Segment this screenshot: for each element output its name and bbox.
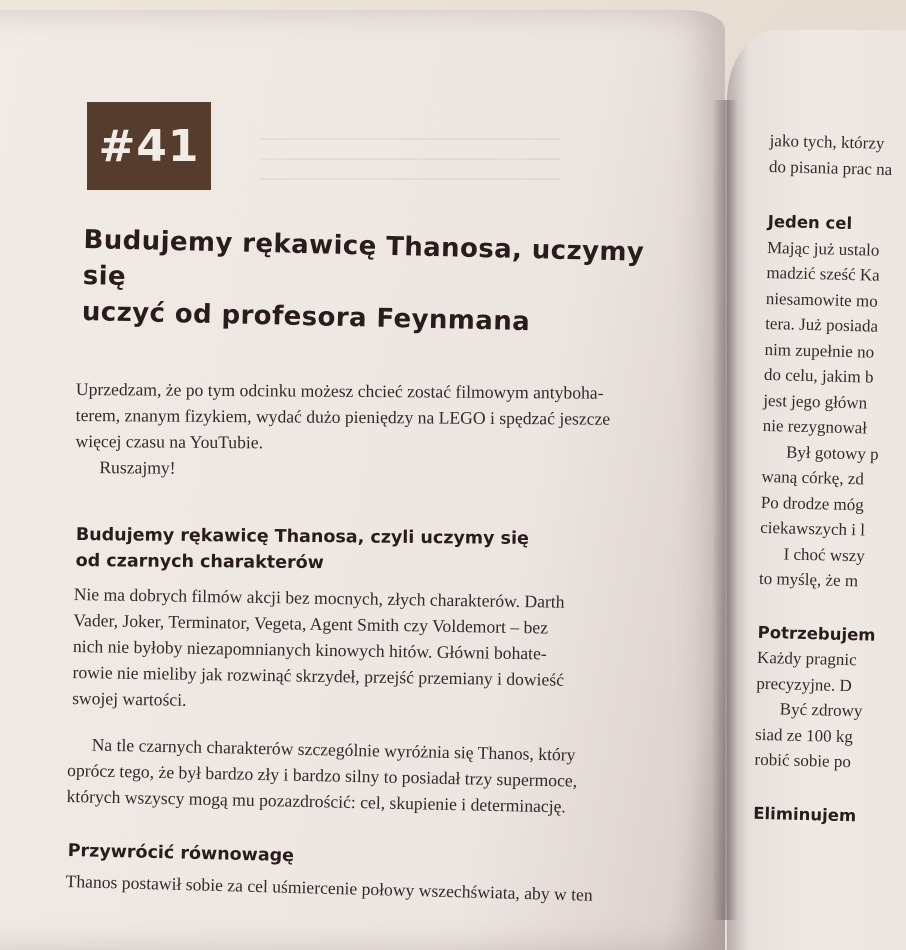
text-line: madzić sześć Ka <box>766 262 880 285</box>
text-line: Po drodze móg <box>760 492 865 514</box>
text-line: ciekawszych i l <box>760 517 866 540</box>
text-line: terem, znanym fizykiem, wydać dużo pieniędzy na LEGO i spędzać jeszcze <box>75 404 611 429</box>
chapter-title <box>82 222 694 344</box>
text-line: Był gotowy p <box>785 441 879 464</box>
section-heading-line: od czarnych charakterów <box>75 550 324 574</box>
chapter-number-badge: #41 <box>87 102 211 190</box>
text-line: jest jego główn <box>763 390 868 412</box>
right-heading-1: Jeden cel <box>767 211 853 234</box>
book-gutter <box>712 100 738 920</box>
right-page-text <box>753 128 893 829</box>
text-line: tera. Już posiada <box>764 313 879 336</box>
right-heading-3: Eliminujem <box>753 803 857 825</box>
text-line: jako tych, którzy <box>769 130 885 153</box>
right-heading-2: Potrzebujem <box>757 622 876 645</box>
chapter-title-line: uczyć od profesora Feynmana <box>81 296 531 338</box>
text-line: niesamowite mo <box>765 288 878 311</box>
text-line: Każdy pragnic <box>756 647 857 670</box>
section-heading-line: Budujemy rękawicę Thanosa, czyli uczymy się <box>75 524 529 549</box>
text-line: Mając już ustalo <box>766 237 880 260</box>
text-line: więcej czasu na YouTubie. <box>75 430 264 453</box>
text-line: Ruszajmy! <box>99 457 176 478</box>
section1-paragraph-2 <box>66 731 578 820</box>
text-line: Thanos postawił sobie za cel uśmiercenie połowy wszechświata, aby w ten <box>65 870 593 905</box>
chapter-title-line: Budujemy rękawicę Thanosa, uczymy się <box>82 224 645 292</box>
text-line: których wszyscy mogą mu pozazdrościć: cel, skupienie i determinację. <box>66 785 567 817</box>
section-heading-2: Przywrócić równowagę <box>67 840 295 867</box>
bleed-through-text <box>260 120 560 180</box>
text-line: do pisania prac na <box>768 156 893 179</box>
intro-paragraph <box>75 376 610 484</box>
section1-paragraph-1 <box>72 581 565 719</box>
text-line: robić sobie po <box>754 749 852 772</box>
text-line: oprócz tego, że był bardzo zły i bardzo silny to posiadał trzy supermoce, <box>66 759 578 791</box>
text-line: nich nie byłoby niezapomnianych kinowych hitów. Główni bohate- <box>72 635 547 664</box>
text-line: Vader, Joker, Terminator, Vegeta, Agent Smith czy Voldemort – bez <box>73 609 549 638</box>
text-line: Uprzedzam, że po tym odcinku możesz chcieć zostać filmowym antyboha- <box>75 378 604 403</box>
text-line: Być zdrowy <box>779 699 863 721</box>
text-line: Na tle czarnych charakterów szczególnie wyróżnia się Thanos, który <box>91 734 576 765</box>
text-line: precyzyjne. D <box>756 673 852 695</box>
text-line: swojej wartości. <box>72 687 187 710</box>
text-line: do celu, jakim b <box>763 364 874 387</box>
text-line: waną córkę, zd <box>761 466 865 489</box>
text-line: nie rezygnował <box>762 415 868 438</box>
text-line: nim zupełnie no <box>764 339 875 362</box>
section-heading <box>76 522 529 578</box>
text-line: I choć wszy <box>783 543 866 565</box>
text-line: rowie nie mieliby jak rozwinąć skrzydeł, przejść przemiany i dowieść <box>72 661 565 690</box>
text-line: siad ze 100 kg <box>754 724 854 746</box>
text-line: to myślę, że m <box>758 568 859 591</box>
text-line: Nie ma dobrych filmów akcji bez mocnych, złych charakterów. Darth <box>73 583 565 612</box>
